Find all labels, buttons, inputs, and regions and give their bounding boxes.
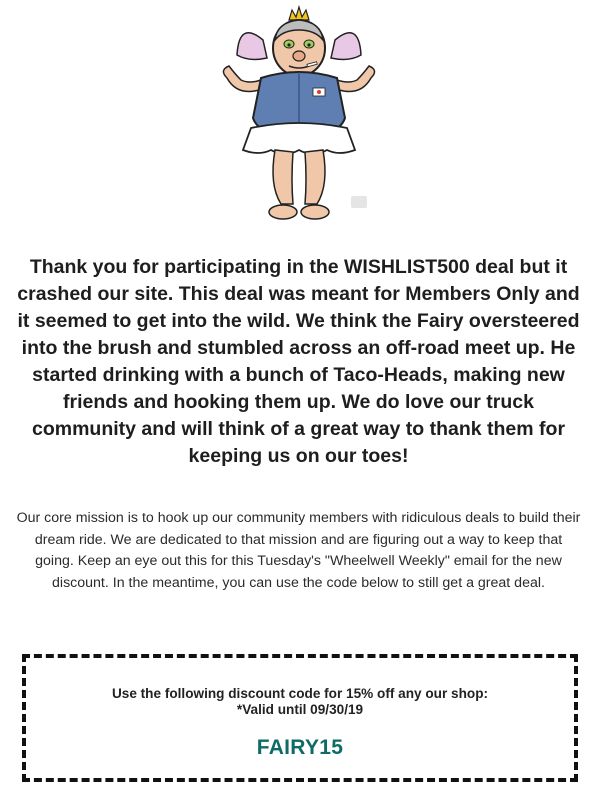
discount-coupon-box: [22, 654, 578, 782]
mission-paragraph: Our core mission is to hook up our community members with ridiculous deals to build their dream ride. We are dedicated to that mission and are figuring out a way to keep that going. Keep an eye out this for this Tuesday's "Wheelwell Weekly" email for the new discount. In the meantime, you can use the code below to still get a great deal.: [16, 510, 581, 591]
coupon-instructions: Use the following discount code for 15% off any our shop:: [111, 686, 489, 701]
coupon-code[interactable]: FAIRY15: [256, 736, 344, 759]
coupon-validity: *Valid until 09/30/19: [236, 702, 364, 717]
headline-message: Thank you for participating in the WISHLIST500 deal but it crashed our site. This deal was meant for Members Only and it seemed to get into the wild. We think the Fairy oversteered into the brush and stumbled across an off-road meet up. He started drinking with a bunch of Taco-Heads, making new friends and hooking them up. We do love our truck community and will think of a great way to thank them for keeping us on our toes!: [17, 256, 580, 467]
hero-illustration: [0, 0, 597, 240]
fairy-mascot-icon: [189, 0, 409, 234]
